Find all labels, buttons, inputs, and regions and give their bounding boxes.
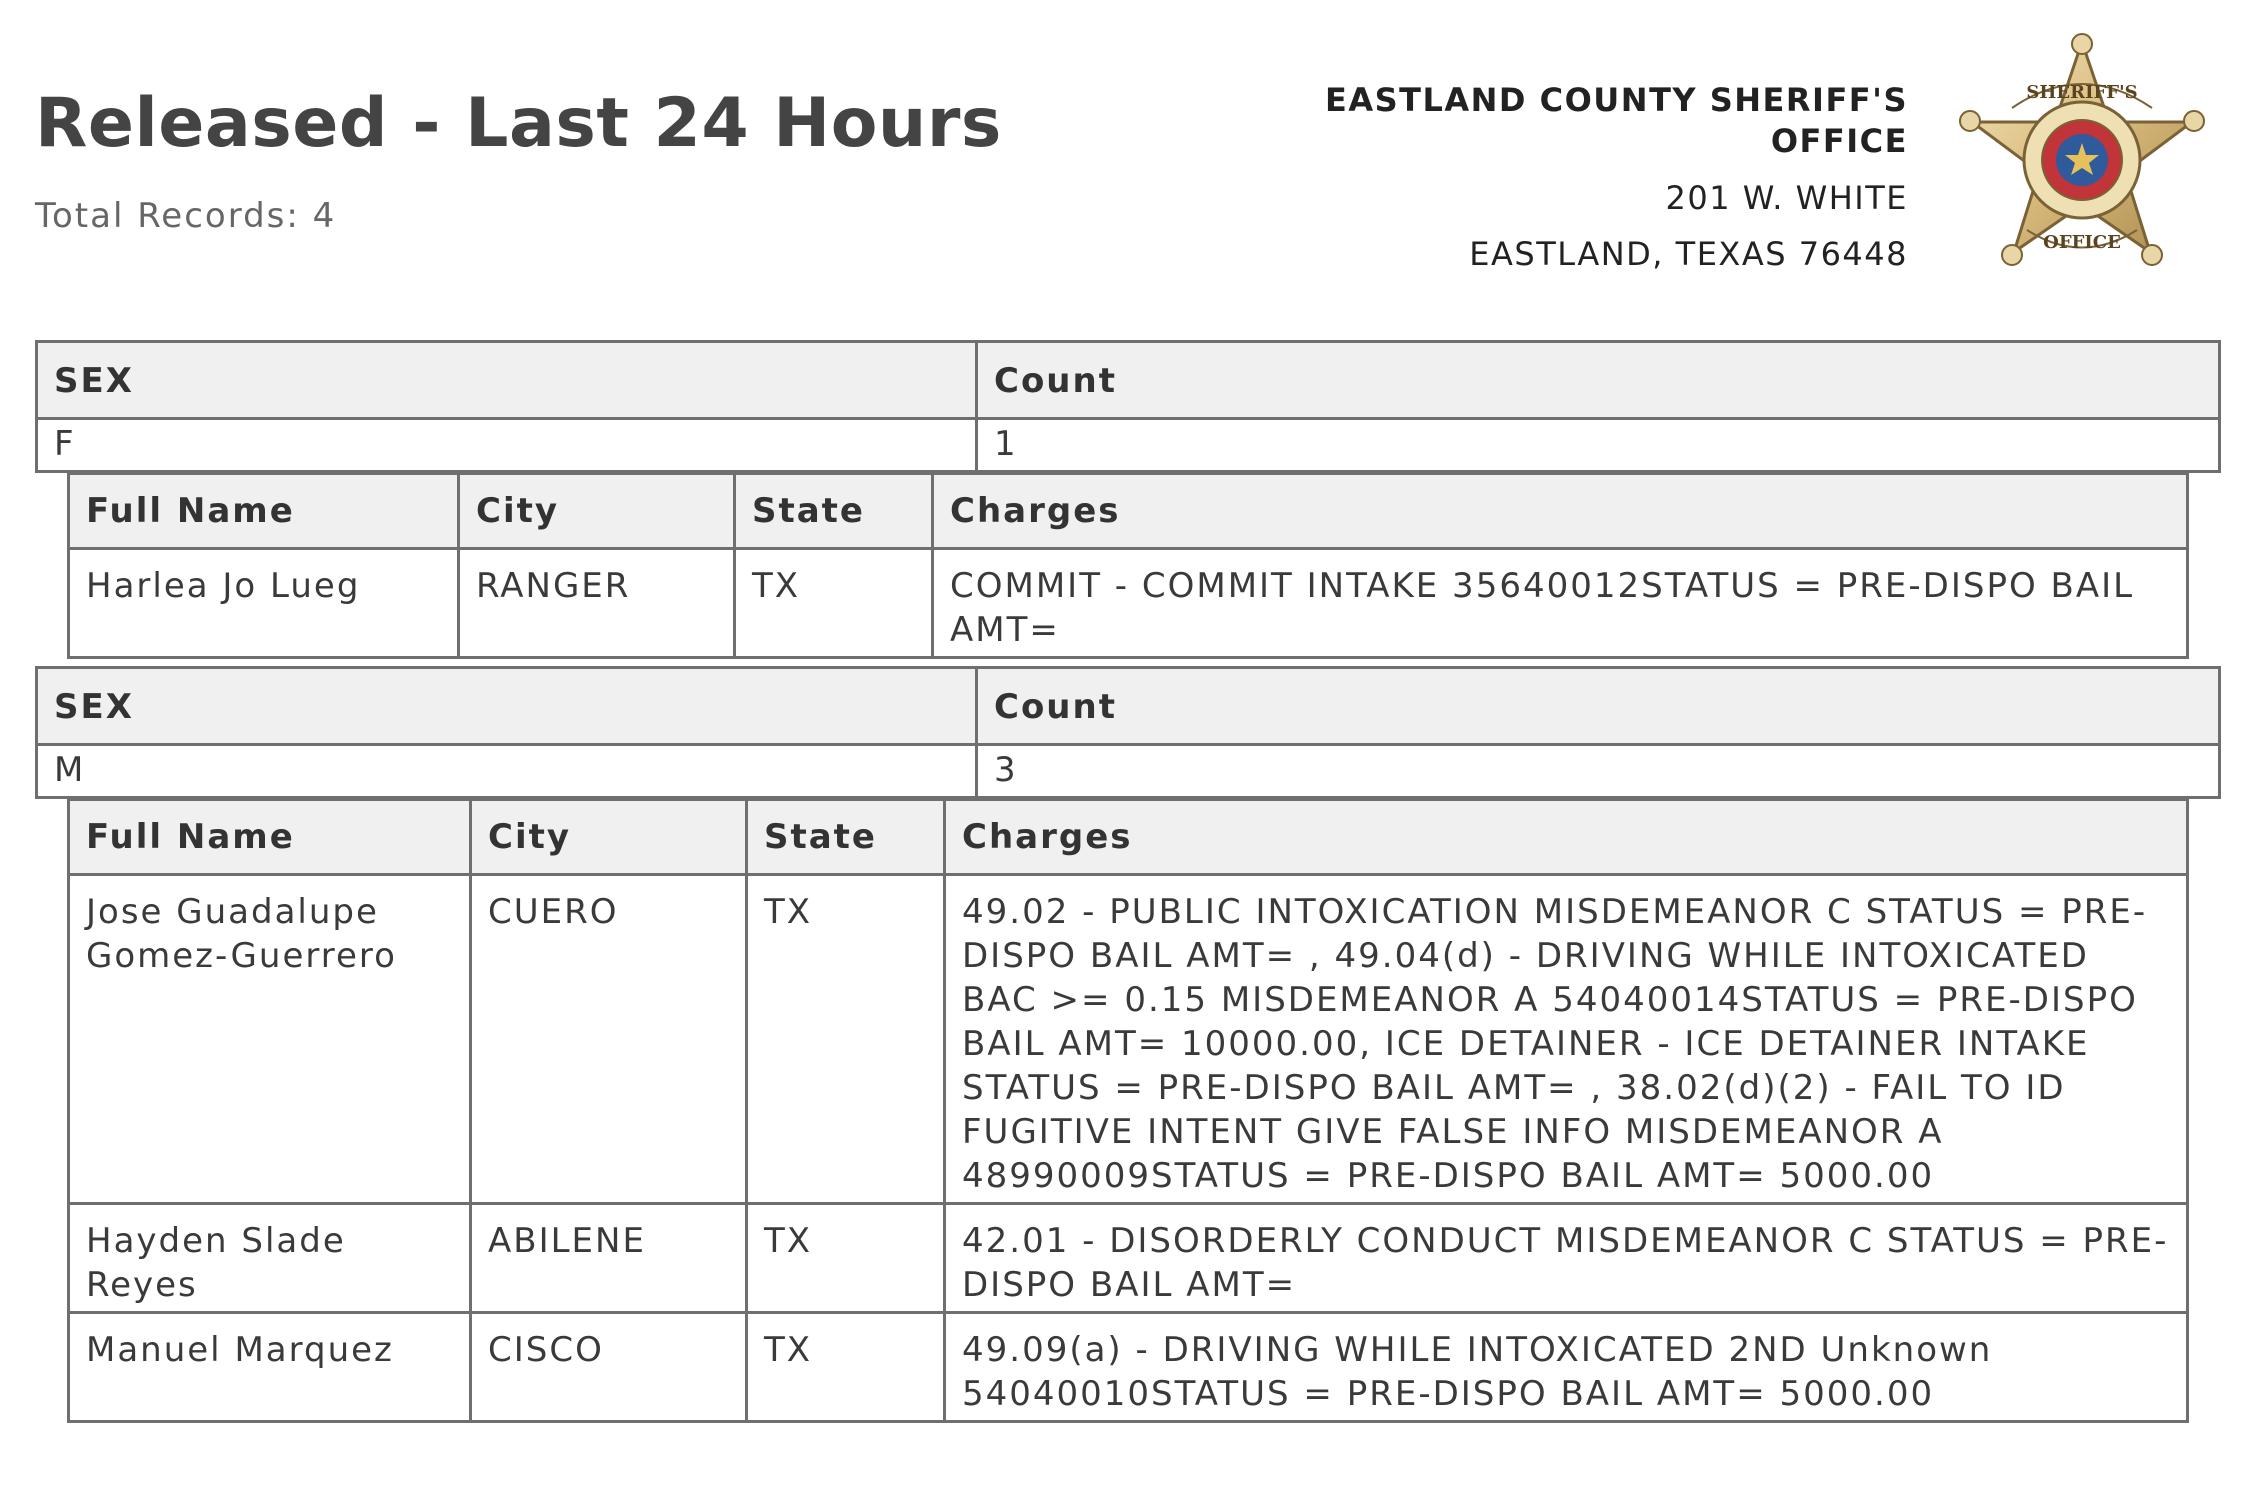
state-cell: TX (735, 549, 933, 658)
full-name-cell: Harlea Jo Lueg (69, 549, 459, 658)
state-cell: TX (747, 1313, 945, 1422)
svg-text:OFFICE: OFFICE (2043, 232, 2121, 253)
svg-text:SHERIFF'S: SHERIFF'S (2026, 82, 2138, 103)
charges-header: Charges (933, 474, 2188, 549)
table-row (69, 1313, 2188, 1422)
city-cell: CISCO (471, 1313, 747, 1422)
sex-header: SEX (37, 668, 977, 745)
full-name-header: Full Name (69, 474, 459, 549)
table-row (69, 875, 2188, 1204)
charges-cell: COMMIT - COMMIT INTAKE 35640012STATUS = PRE-DISPO BAIL AMT= (933, 549, 2188, 658)
sex-group-table (35, 340, 2221, 473)
agency-name-line1: EASTLAND COUNTY SHERIFF'S (1324, 81, 1908, 119)
full-name-cell: Manuel Marquez (69, 1313, 471, 1422)
table-row (69, 549, 2188, 658)
city-cell: ABILENE (471, 1204, 747, 1313)
city-cell: CUERO (471, 875, 747, 1204)
sex-value: F (37, 419, 977, 472)
sheriff-badge-icon (1937, 30, 2227, 305)
charges-cell: 49.09(a) - DRIVING WHILE INTOXICATED 2ND Unknown 54040010STATUS = PRE-DISPO BAIL AMT= 5000.00 (945, 1313, 2188, 1422)
count-value: 1 (977, 419, 2220, 472)
city-cell: RANGER (459, 549, 735, 658)
sex-group-table (35, 666, 2221, 799)
count-value: 3 (977, 745, 2220, 798)
count-header: Count (977, 668, 2220, 745)
sex-value: M (37, 745, 977, 798)
total-records: Total Records: 4 (35, 196, 337, 236)
state-header: State (735, 474, 933, 549)
sex-header: SEX (37, 342, 977, 419)
released-records-table (67, 472, 2189, 659)
full-name-cell: Jose Guadalupe Gomez-Guerrero (69, 875, 471, 1204)
page-title: Released - Last 24 Hours (35, 84, 1002, 163)
city-header: City (459, 474, 735, 549)
charges-header: Charges (945, 800, 2188, 875)
table-row (69, 1204, 2188, 1313)
state-cell: TX (747, 1204, 945, 1313)
state-cell: TX (747, 875, 945, 1204)
charges-cell: 42.01 - DISORDERLY CONDUCT MISDEMEANOR C STATUS = PRE-DISPO BAIL AMT= (945, 1204, 2188, 1313)
count-header: Count (977, 342, 2220, 419)
agency-city-state: EASTLAND, TEXAS 76448 (1469, 235, 1908, 273)
released-records-table (67, 798, 2189, 1423)
agency-name-line2: OFFICE (1770, 122, 1908, 160)
state-header: State (747, 800, 945, 875)
agency-address: 201 W. WHITE (1665, 179, 1908, 217)
full-name-cell: Hayden Slade Reyes (69, 1204, 471, 1313)
city-header: City (471, 800, 747, 875)
agency-info (1188, 80, 1908, 274)
charges-cell: 49.02 - PUBLIC INTOXICATION MISDEMEANOR C STATUS = PRE-DISPO BAIL AMT= , 49.04(d) - DRIVING WHILE INTOXICATED BAC >= 0.15 MISDEMEANOR A 54040014STATUS = PRE-DISPO BAIL AMT= 10000.00, ICE DETAINER - ICE DETAINER INTAKE STATUS = PRE-DISPO BAIL AMT= , 38.02(d)(2) - FAIL TO ID FUGITIVE INTENT GIVE FALSE INFO MISDEMEANOR A 48990009STATUS = PRE-DISPO BAIL AMT= 5000.00 (945, 875, 2188, 1204)
full-name-header: Full Name (69, 800, 471, 875)
